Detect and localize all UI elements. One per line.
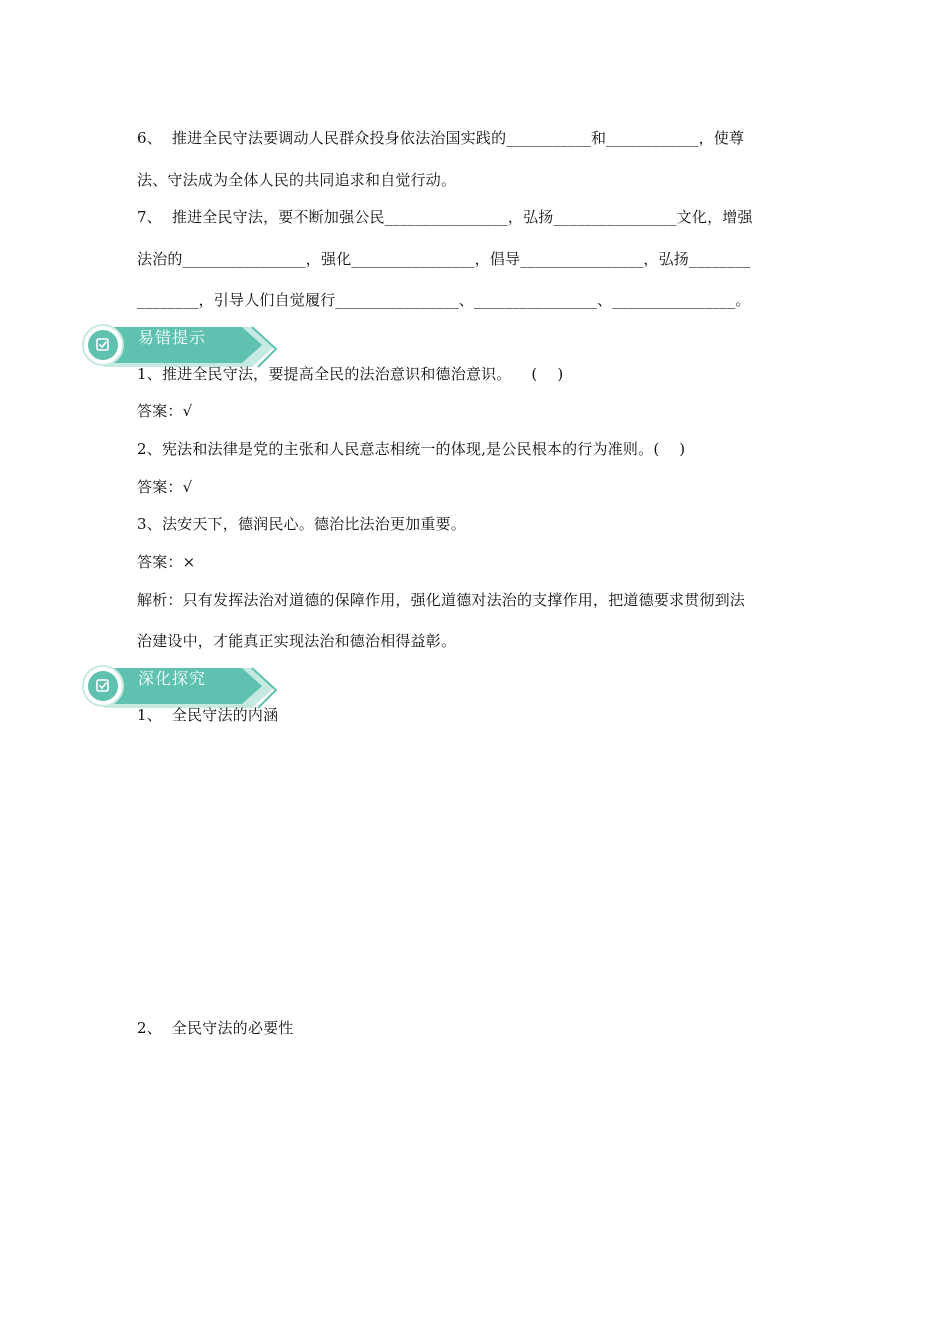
section-title-errors: 易错提示	[138, 328, 207, 347]
question-6-line-1: 6、 推进全民守法要调动人民群众投身依法治国实践的___________和____________，使尊	[137, 129, 745, 147]
error-analysis-line-2: 治建设中，才能真正实现法治和德治相得益彰。	[137, 632, 457, 650]
explore-item-1: 1、 全民守法的内涵	[137, 706, 279, 724]
section-title-explore: 深化探究	[138, 669, 207, 688]
question-7-line-2: 法治的________________，强化________________，倡导________________，弘扬________	[137, 250, 751, 268]
question-7-line-3: ________，引导人们自觉履行________________、________________、________________。	[137, 291, 751, 309]
explore-item-2: 2、 全民守法的必要性	[137, 1019, 294, 1037]
error-answer-3: 答案：×	[137, 553, 196, 571]
error-answer-2: 答案：√	[137, 478, 193, 496]
error-question-2: 2、宪法和法律是党的主张和人民意志相统一的体现,是公民根本的行为准则。( )	[137, 440, 686, 458]
error-question-1: 1、推进全民守法，要提高全民的法治意识和德治意识。 ( )	[137, 365, 564, 383]
question-6-line-2: 法、守法成为全体人民的共同追求和自觉行动。	[137, 171, 457, 189]
error-answer-1: 答案：√	[137, 402, 193, 420]
error-question-3: 3、法安天下，德润民心。德治比法治更加重要。	[137, 515, 466, 533]
question-7-line-1: 7、 推进全民守法，要不断加强公民________________，弘扬________________文化，增强	[137, 208, 753, 226]
error-analysis-line-1: 解析：只有发挥法治对道德的保障作用，强化道德对法治的支撑作用，把道德要求贯彻到法	[137, 591, 746, 609]
